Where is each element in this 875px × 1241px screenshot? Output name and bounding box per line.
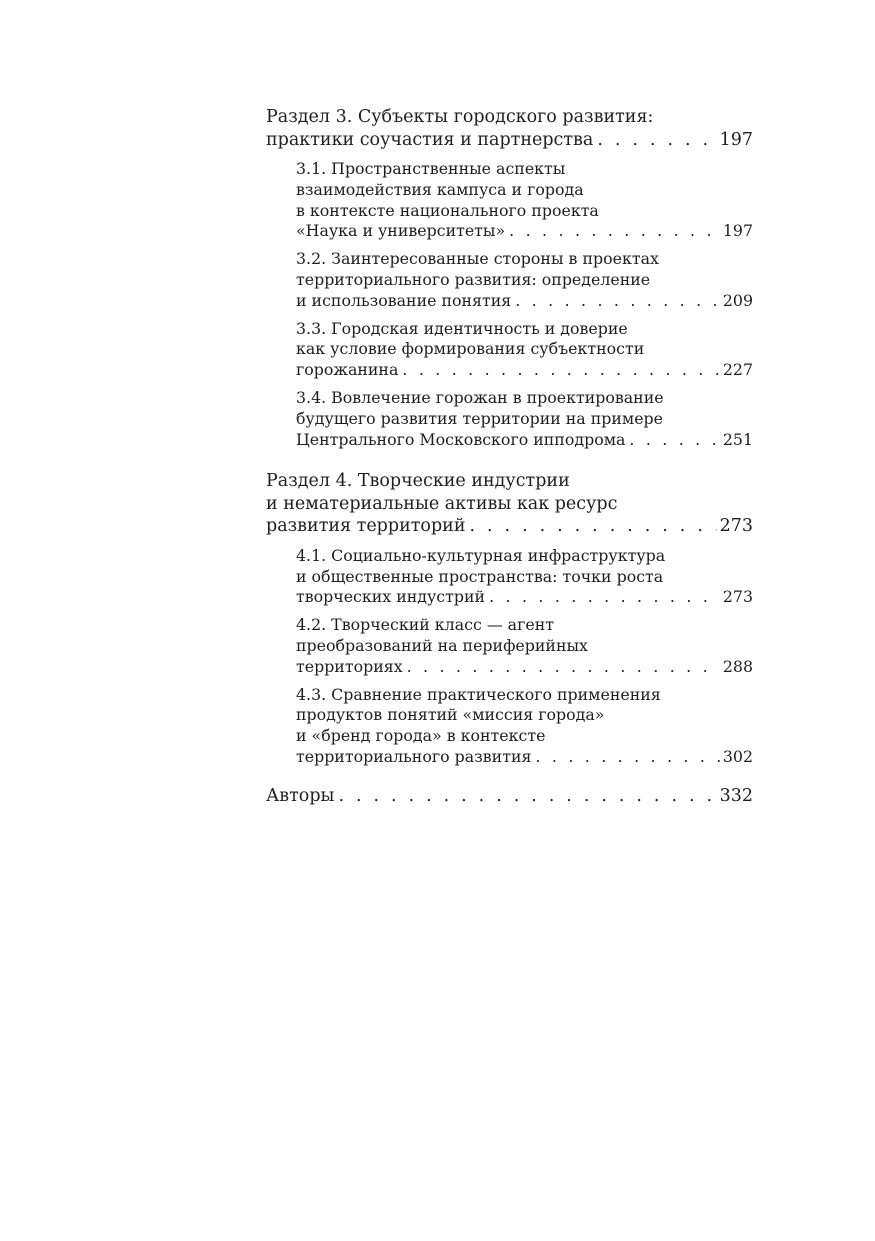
toc-entry-text: будущего развития территории на примере	[296, 408, 664, 428]
toc-entry-4-2[interactable]	[296, 615, 753, 677]
toc-entry-section-4[interactable]	[266, 470, 753, 538]
toc-entry-text: «Наука и университеты»	[296, 221, 506, 241]
toc-entry-3-4[interactable]	[296, 388, 753, 450]
toc-entry-text: развития территорий	[266, 516, 466, 537]
toc-entry-text: преобразований на периферийных	[296, 636, 588, 656]
toc-entry-text: территориях	[296, 656, 403, 676]
toc-entry-authors[interactable]	[266, 785, 753, 808]
toc-entry-text: 3.3. Городская идентичность и доверие	[296, 318, 628, 338]
toc-entry-3-3[interactable]	[296, 319, 753, 381]
toc-entry-3-2[interactable]	[296, 249, 753, 311]
toc-entry-text: взаимодействия кампуса и города	[296, 179, 584, 199]
toc-entry-text: 4.1. Социально-культурная инфраструктура	[296, 545, 666, 565]
page-number: 332	[719, 785, 753, 806]
page-number: 273	[722, 587, 753, 607]
dot-leader	[515, 291, 720, 312]
table-of-contents	[266, 106, 753, 807]
dot-leader	[407, 657, 720, 678]
toc-entry-4-3[interactable]	[296, 685, 753, 768]
toc-entry-text: горожанина	[296, 360, 399, 380]
toc-entry-text: Раздел 3. Субъекты городского развития:	[266, 107, 654, 127]
toc-entry-text: Авторы	[266, 785, 335, 806]
page-number: 251	[722, 429, 753, 449]
toc-entry-text: 4.3. Сравнение практического применения	[296, 684, 661, 704]
page-number: 227	[722, 360, 753, 380]
toc-entry-text: в контексте национального проекта	[296, 200, 599, 220]
dot-leader	[597, 129, 716, 152]
page-number: 273	[719, 516, 753, 537]
toc-entry-text: творческих индустрий	[296, 587, 486, 607]
toc-entry-text: и «бренд города» в контексте	[296, 726, 546, 746]
toc-entry-section-3[interactable]	[266, 106, 753, 151]
toc-entry-text: Раздел 4. Творческие индустрии	[266, 471, 570, 492]
page-number: 197	[722, 221, 753, 241]
toc-entry-text: 3.1. Пространственные аспекты	[296, 159, 566, 178]
dot-leader	[489, 587, 720, 608]
toc-entry-text: территориального развития: определение	[296, 269, 651, 289]
dot-leader	[402, 360, 719, 381]
dot-leader	[629, 430, 719, 451]
toc-entry-text: территориального развития	[296, 747, 532, 767]
page-number: 288	[722, 656, 753, 676]
toc-entry-text: и использование понятия	[296, 290, 512, 310]
page-number: 197	[719, 129, 753, 150]
dot-leader	[509, 221, 720, 242]
toc-entry-text: продуктов понятий «миссия города»	[296, 705, 605, 725]
toc-entry-4-1[interactable]	[296, 546, 753, 608]
toc-entry-text: как условие формирования субъектности	[296, 339, 645, 359]
toc-entry-text: и общественные пространства: точки роста	[296, 566, 664, 586]
toc-entry-text: 4.2. Творческий класс — агент	[296, 615, 554, 635]
dot-leader	[470, 515, 717, 538]
page-number: 209	[722, 290, 753, 310]
page-number: 302	[722, 747, 753, 767]
toc-entry-3-1[interactable]	[296, 159, 753, 242]
dot-leader	[535, 747, 719, 768]
toc-entry-text: и нематериальные активы как ресурс	[266, 493, 618, 514]
toc-entry-text: 3.2. Заинтересованные стороны в проектах	[296, 249, 659, 269]
toc-entry-text: Центрального Московского ипподрома	[296, 429, 626, 449]
toc-entry-text: практики соучастия и партнерства	[266, 129, 594, 150]
dot-leader	[338, 785, 716, 808]
toc-entry-text: 3.4. Вовлечение горожан в проектирование	[296, 387, 664, 407]
